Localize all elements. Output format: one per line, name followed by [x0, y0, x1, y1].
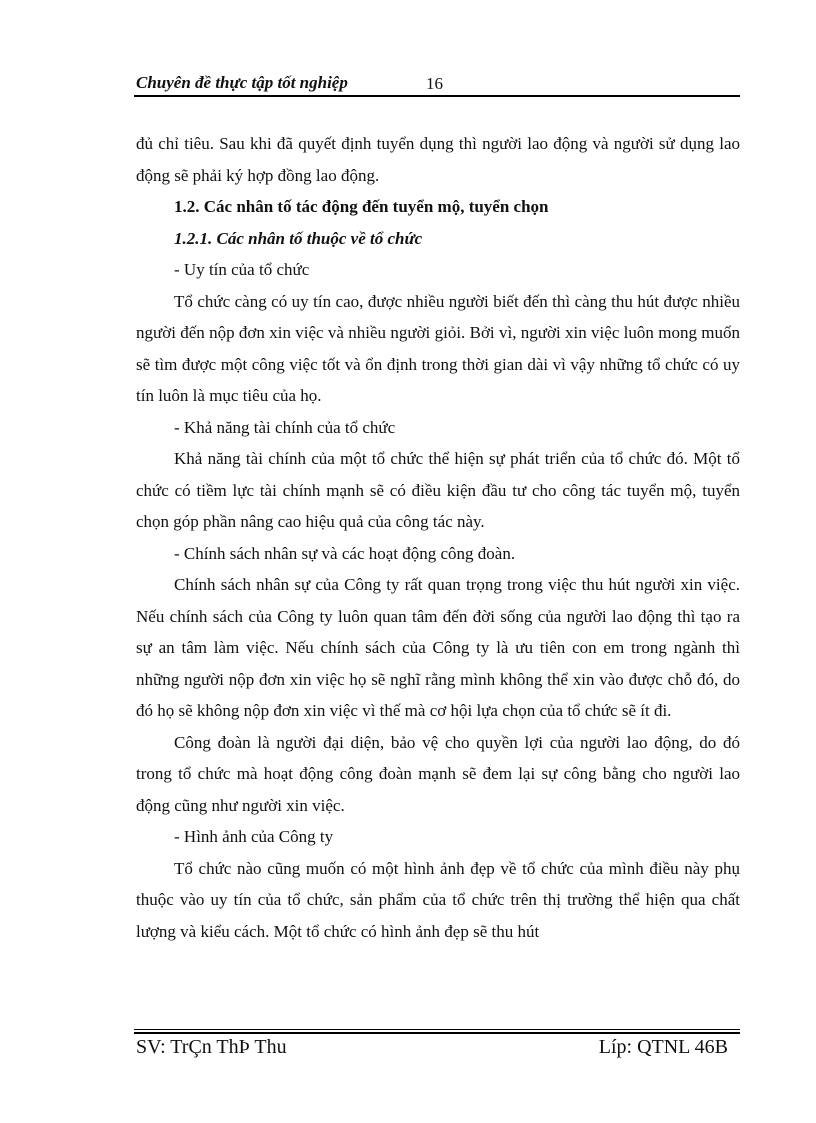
header-divider — [134, 95, 740, 97]
footer-class: Líp: QTNL 46B — [598, 1036, 728, 1058]
list-item-finance: - Khả năng tài chính của tổ chức — [174, 417, 396, 437]
footer-student: SV: TrÇn ThÞ Thu — [136, 1036, 287, 1058]
page-header — [134, 72, 740, 96]
list-item-image: - Hình ảnh của Công ty — [174, 827, 334, 846]
paragraph-reputation: Tổ chức càng có uy tín cao, được nhiều người biết đến thì càng thu hút được nhiều người đến nộp đơn xin việc và nhiều người giỏi. Bởi vì, người xin việc luôn mong muốn sẽ tìm được một công việc tốt và ổn định trong thời gian dài vì vậy những tổ chức có uy tín luôn là mục tiêu của họ. — [136, 291, 740, 405]
list-item-policy: - Chính sách nhân sự và các hoạt động công đoàn. — [174, 543, 516, 563]
footer-divider-thick — [134, 1032, 740, 1034]
paragraph-policy: Chính sách nhân sự của Công ty rất quan trọng trong việc thu hút người xin việc. Nếu chính sách của Công ty luôn quan tâm đến đời sống của người lao động thì tạo ra sự an tâm làm việc. Nếu chính sách của Công ty là ưu tiên con em trong ngành thì những người nộp đơn xin việc họ sẽ nghĩ rằng mình không thể xin vào được chỗ đó, do đó họ sẽ không nộp đơn xin việc vì thế mà cơ hội lựa chọn của tổ chức sẽ ít đi. — [136, 575, 740, 720]
paragraph-finance: Khả năng tài chính của một tổ chức thể hiện sự phát triển của tổ chức đó. Một tổ chức có tiềm lực tài chính mạnh sẽ có điều kiện đầu tư cho công tác tuyển mộ, tuyển chọn góp phần nâng cao hiệu quả của công tác này. — [136, 449, 740, 531]
paragraph-continuation: đủ chỉ tiêu. Sau khi đã quyết định tuyển dụng thì người lao động và người sử dụng lao động sẽ phải ký hợp đồng lao động. — [136, 134, 740, 185]
footer-divider-thin — [134, 1029, 740, 1030]
list-item-reputation: - Uy tín của tổ chức — [174, 260, 310, 279]
page-body — [136, 128, 740, 947]
paragraph-image: Tổ chức nào cũng muốn có một hình ảnh đẹp về tổ chức của mình điều này phụ thuộc vào uy tín của tổ chức, sản phẩm của tổ chức trên thị trường thể hiện qua chất lượng và kiểu cách. Một tổ chức có hình ảnh đẹp sẽ thu hút — [136, 858, 740, 941]
subsection-heading: 1.2.1. Các nhân tố thuộc về tổ chức — [174, 228, 423, 248]
page-number: 16 — [426, 74, 443, 93]
paragraph-union: Công đoàn là người đại diện, bảo vệ cho quyền lợi của người lao động, do đó trong tổ chức mà hoạt động công đoàn mạnh sẽ đem lại sự công bằng cho người lao động cũng như người xin việc. — [136, 732, 740, 815]
section-heading: 1.2. Các nhân tố tác động đến tuyển mộ, tuyển chọn — [174, 197, 549, 216]
document-title: Chuyên đề thực tập tốt nghiệp — [136, 73, 348, 92]
